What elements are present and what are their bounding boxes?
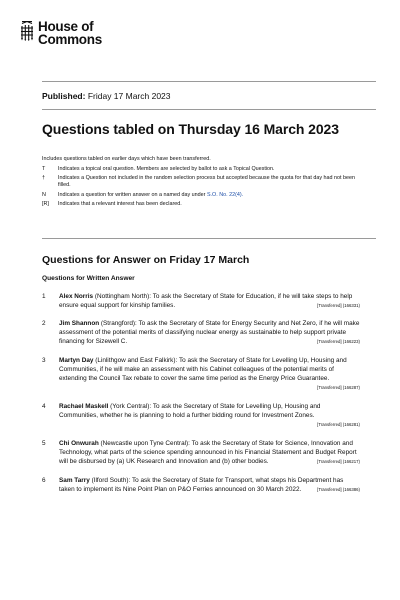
question-reference: [Transferred] (166223) (317, 339, 360, 344)
question-item (42, 402, 360, 429)
legend-description-text: Indicates a question for written answer on a named day under (58, 191, 207, 198)
legend-row (42, 166, 362, 173)
question-text: To ask the Secretary of State for Education, if he will take steps to help ensure equal support for kinship families. (59, 293, 353, 309)
question-list (42, 292, 360, 494)
legend-symbol: N (42, 191, 46, 198)
legend-description (58, 166, 362, 173)
legend-row (42, 192, 362, 199)
legend-description-text: Indicates a topical oral question. Members are selected by ballot to ask a Topical Question. (58, 166, 275, 172)
question-item (42, 319, 360, 346)
question-body (59, 402, 360, 429)
divider-middle (42, 109, 376, 110)
legend-description (58, 175, 362, 189)
legend-description (58, 192, 362, 199)
legend-symbol: T (42, 166, 46, 172)
question-body (59, 439, 360, 466)
divider-top (42, 81, 376, 82)
member-name: Alex Norris (59, 293, 94, 300)
constituency: (Nottingham North): (94, 293, 152, 300)
logo-line2: Commons (38, 32, 102, 47)
question-number: 2 (42, 320, 46, 327)
published-line (42, 91, 171, 101)
house-of-commons-logo (20, 20, 102, 46)
question-text: To ask the Secretary of State for Levelling Up, Housing and Communities, whether he is planning to hold a further bidding round for Investment Zones. (59, 403, 321, 419)
question-body (59, 319, 360, 346)
question-number: 6 (42, 477, 46, 484)
question-reference: [Transferred] (166287) (317, 385, 360, 390)
legend-symbol: [R] (42, 200, 49, 207)
legend-symbol: † (42, 175, 45, 182)
question-body (59, 292, 360, 310)
member-name: Rachael Maskell (59, 403, 109, 410)
constituency: (Linlithgow and East Falkirk): (95, 357, 178, 364)
standing-order-link[interactable]: S.O. No. 22(4). (206, 191, 244, 198)
legend-description-text: Indicates that a relevant interest has been declared. (58, 200, 182, 207)
legend-row (42, 175, 362, 189)
member-name: Jim Shannon (59, 320, 100, 327)
question-text: To ask the Secretary of State for Energy Security and Net Zero, if he will make assessment of the potential merits of classifying nuclear energy as sustainable to help support private financing for Sizewell C. (59, 320, 360, 345)
intro-text: Includes questions tabled on earlier days which have been transferred. (42, 156, 211, 162)
question-reference: [Transferred] (166386) (317, 487, 360, 492)
published-date: Friday 17 March 2023 (87, 91, 171, 101)
question-number: 3 (42, 357, 46, 364)
question-number: 5 (42, 440, 46, 447)
logo-line1: House of (38, 19, 94, 34)
constituency: (Newcastle upon Tyne Central): (100, 440, 190, 447)
section-title: Questions for Answer on Friday 17 March (42, 254, 250, 266)
question-number: 4 (42, 403, 46, 410)
constituency: (Ilford South): (91, 477, 131, 484)
question-body (59, 356, 360, 392)
published-label: Published: (42, 91, 86, 101)
member-name: Sam Tarry (59, 477, 90, 484)
page-title: Questions tabled on Thursday 16 March 2023 (42, 121, 339, 137)
question-item (42, 439, 360, 466)
question-reference: [Transferred] (166281) (317, 422, 360, 427)
divider-bottom (42, 238, 376, 239)
legend-description-text: Indicates a Question not included in the random selection process but accepted because the quota for that day had not been filled. (58, 175, 355, 189)
legend-row (42, 201, 362, 208)
constituency: (York Central): (110, 403, 152, 410)
question-reference: [Transferred] (166331) (317, 303, 360, 308)
portcullis-icon (20, 21, 34, 41)
question-item (42, 356, 360, 392)
question-number: 1 (42, 293, 46, 300)
question-text: To ask the Secretary of State for Science, Innovation and Technology, what parts of the science spending announced in his Financial Statement and Budget Report will be disbursed by (a) UK Research and Innovation and (b) other bodies. (59, 440, 357, 465)
symbol-legend (42, 166, 362, 210)
question-body (59, 476, 360, 494)
question-item (42, 476, 360, 494)
question-reference: [Transferred] (166217) (317, 459, 360, 464)
legend-description (58, 201, 362, 208)
question-text: To ask the Secretary of State for Transport, what steps his Department has taken to implement its Nine Point Plan on P&O Ferries announced on 30 March 2022. (59, 477, 344, 493)
constituency: (Strangford): (100, 320, 137, 327)
question-text: To ask the Secretary of State for Levelling Up, Housing and Communities, if he will make an assessment with his Cabinet colleagues of the potential merits of extending the Council Tax rebate to cover the same time period as the Energy Price Guarantee. (59, 357, 347, 382)
logo-wordmark (38, 20, 102, 46)
member-name: Chi Onwurah (59, 440, 99, 447)
subsection-title: Questions for Written Answer (42, 275, 135, 282)
question-item (42, 292, 360, 310)
member-name: Martyn Day (59, 357, 94, 364)
